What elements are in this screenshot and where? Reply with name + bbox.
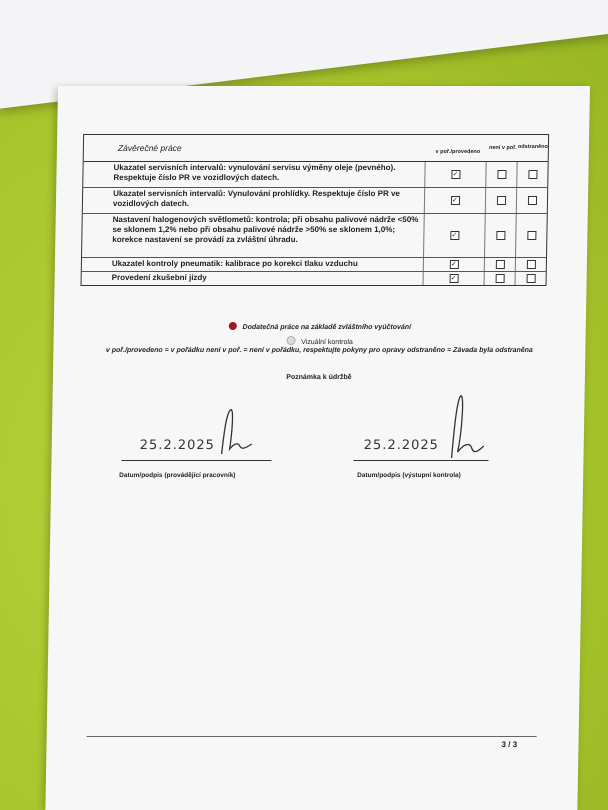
document-page — [45, 86, 590, 810]
left-signature-label: Datum/podpis (provádějící pracovník) — [119, 472, 236, 479]
left-signature-date: 25.2.2025 — [139, 438, 216, 453]
page-number: 3 / 3 — [501, 740, 518, 749]
checkbox-ok[interactable]: ✓ — [450, 275, 457, 282]
checkbox-not-ok[interactable] — [496, 196, 505, 205]
column-ok: v poř./provedeno — [435, 149, 481, 155]
final-work-table — [81, 134, 550, 286]
right-signature-line — [353, 460, 488, 461]
table-row — [82, 214, 547, 258]
maintenance-note-label: Poznámka k údržbě — [286, 374, 352, 381]
row-text: Nastavení halogenových světlometů: kontrola; při obsahu palivové nádrže <50% se sklonem 1,2% nebo při obsahu palivové nádrže >50% se sklonem 1,0%; korekce nastavení se provádí za zvláštní úhradu. — [82, 214, 425, 257]
checkbox-not-ok[interactable] — [497, 170, 506, 179]
row-text: Ukazatel kontroly pneumatik: kalibrace po korekci tlaku vzduchu — [82, 258, 424, 271]
checkbox-not-ok[interactable] — [496, 231, 505, 240]
table-row — [83, 162, 547, 188]
checkbox-fixed[interactable] — [528, 170, 537, 179]
right-signature-date: 25.2.2025 — [363, 438, 440, 453]
right-signature-label: Datum/podpis (výstupní kontrola) — [357, 472, 461, 479]
checkbox-fixed[interactable] — [527, 231, 536, 240]
red-dot-icon — [229, 322, 237, 330]
table-row — [82, 258, 546, 272]
table-row — [82, 272, 546, 285]
checkbox-ok[interactable]: ✓ — [450, 261, 457, 268]
row-text: Ukazatel servisních intervalů: vynulování servisu výměny oleje (pevného). Respektuje číslo PR ve vozidlových datech. — [83, 162, 425, 187]
checkbox-ok[interactable]: ✓ — [451, 232, 458, 239]
checkbox-ok[interactable]: ✓ — [452, 197, 458, 204]
right-signature-icon — [443, 392, 494, 464]
checkbox-not-ok[interactable] — [495, 260, 504, 269]
legend-explanation: v poř./provedeno = v pořádku není v poř. = není v pořádku, respektujte pokyny pro opravy odstraněno = Závada byla odstraněna — [105, 347, 533, 354]
column-not-ok: není v poř. — [488, 145, 517, 151]
checkbox-fixed[interactable] — [526, 274, 535, 283]
table-title: Závěrečné práce — [117, 143, 182, 153]
legend-visual-check: Vizuální kontrola — [53, 336, 585, 346]
checkbox-ok[interactable]: ✓ — [452, 171, 459, 178]
checkbox-fixed[interactable] — [526, 260, 535, 269]
column-fixed: odstraněno — [517, 144, 548, 150]
row-text: Provedení zkušební jízdy — [82, 272, 424, 285]
row-text: Ukazatel servisních intervalů: Vynulování prohlídky. Respektuje číslo PR ve vozidlových datech. — [83, 188, 425, 213]
checkbox-fixed[interactable] — [527, 196, 536, 205]
checkbox-not-ok[interactable] — [495, 274, 504, 283]
footer-divider — [87, 736, 537, 737]
table-row — [83, 188, 547, 214]
table-header — [84, 135, 548, 162]
legend-extra-work: Dodatečná práce na základě zvláštního vyúčtování — [54, 322, 586, 331]
visual-check-icon — [286, 336, 295, 345]
left-signature-icon — [211, 404, 262, 459]
left-signature-line — [121, 460, 271, 461]
